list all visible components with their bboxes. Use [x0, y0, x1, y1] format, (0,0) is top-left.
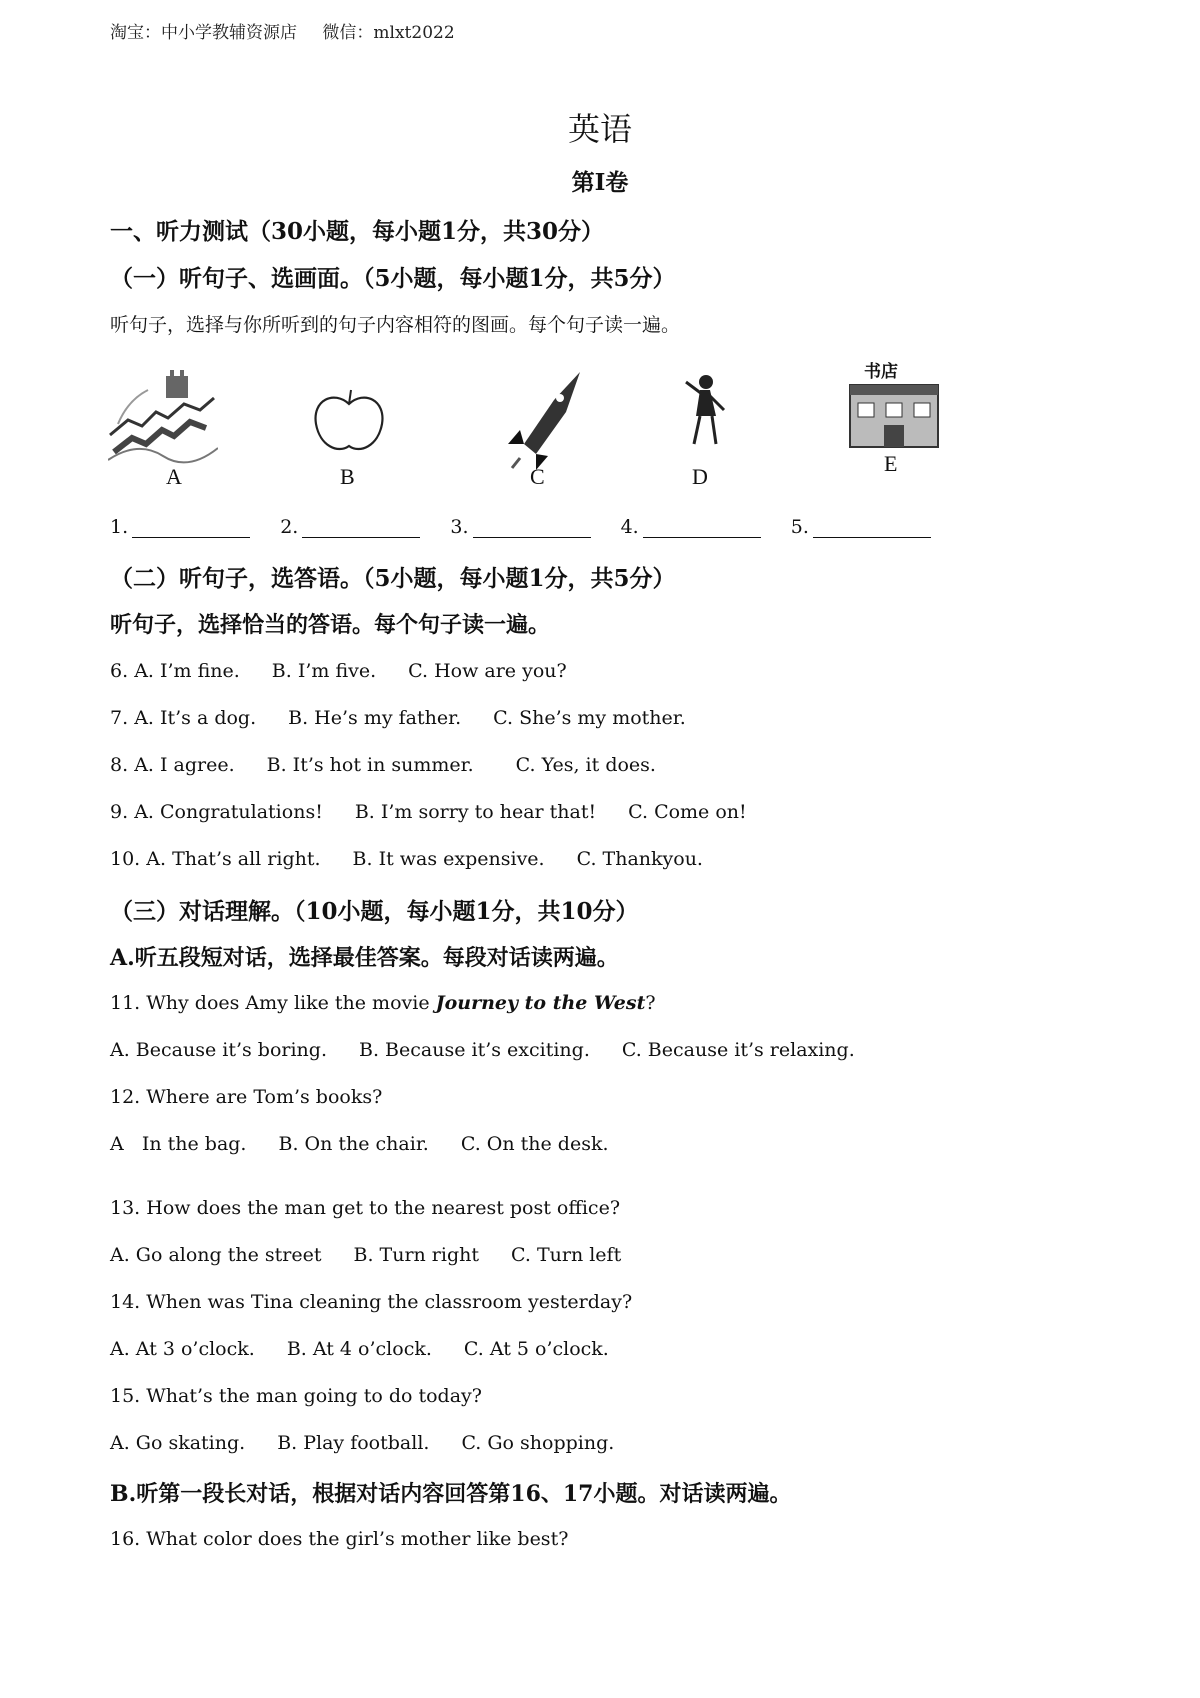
- page-title: 英语: [567, 110, 632, 148]
- question-11: 11. Why does Amy like the movie Journey to the West?: [110, 992, 656, 1014]
- apple-icon: [294, 360, 404, 490]
- picture-c-label: C: [530, 464, 545, 489]
- option-8a: A. I agree.: [134, 754, 235, 776]
- sec3-part-a: A.听五段短对话，选择最佳答案。每段对话读两遍。: [110, 945, 619, 971]
- options-12: A In the bag. B. On the chair. C. On the desk.: [110, 1133, 609, 1155]
- picture-d-label: D: [692, 464, 708, 489]
- blank-4: 4.: [621, 516, 761, 538]
- header-wechat: 微信：mlxt2022: [322, 23, 455, 43]
- movie-title: Journey to the West: [435, 992, 646, 1014]
- rocket-icon: [484, 360, 594, 490]
- option-8b: B. It’s hot in summer.: [266, 754, 474, 776]
- sec2-heading: （二）听句子，选答语。（5小题，每小题1分，共5分）: [110, 565, 676, 592]
- option-10c: C. Thankyou.: [576, 848, 703, 870]
- great-wall-icon: [108, 360, 218, 490]
- question-8: 8. A. I agree. B. It’s hot in summer. C. Yes, it does.: [110, 754, 656, 776]
- option-10a: A. That’s all right.: [146, 848, 321, 870]
- blank-5-line[interactable]: [813, 519, 931, 538]
- picture-a: [108, 360, 218, 490]
- blank-5: 5.: [791, 516, 931, 538]
- part1-heading: 一、听力测试（30小题，每小题1分，共30分）: [110, 218, 605, 245]
- question-12: 12. Where are Tom’s books?: [110, 1086, 383, 1108]
- picture-e-label: E: [884, 451, 898, 476]
- blank-2-line[interactable]: [302, 519, 420, 538]
- blank-2: 2.: [280, 516, 420, 538]
- option-9a: A. Congratulations!: [134, 801, 323, 823]
- options-15: A. Go skating. B. Play football. C. Go shopping.: [110, 1432, 615, 1454]
- question-6: 6. A. I’m fine. B. I’m five. C. How are you?: [110, 660, 567, 682]
- picture-b-label: B: [340, 464, 355, 489]
- option-7c: C. She’s my mother.: [493, 707, 686, 729]
- page-header: [110, 18, 455, 43]
- picture-c: [484, 360, 594, 490]
- option-6c: C. How are you?: [408, 660, 567, 682]
- question-10: 10. A. That’s all right. B. It was expensive. C. Thankyou.: [110, 848, 703, 870]
- question-14: 14. When was Tina cleaning the classroom yesterday?: [110, 1291, 633, 1313]
- answer-blanks: [110, 516, 955, 538]
- option-10b: B. It was expensive.: [352, 848, 545, 870]
- sec3-part-b: B.听第一段长对话，根据对话内容回答第16、17小题。对话读两遍。: [110, 1481, 792, 1507]
- picture-e: [842, 355, 952, 485]
- picture-a-label: A: [166, 464, 182, 489]
- blank-3: 3.: [450, 516, 590, 538]
- options-11: A. Because it’s boring. B. Because it’s exciting. C. Because it’s relaxing.: [110, 1039, 855, 1061]
- sec3-heading: （三）对话理解。（10小题，每小题1分，共10分）: [110, 898, 639, 925]
- bookstore-icon: [842, 355, 952, 485]
- sec1-instruction: 听句子，选择与你所听到的句子内容相符的图画。每个句子读一遍。: [110, 314, 681, 336]
- option-8c: C. Yes, it does.: [515, 754, 656, 776]
- volume-title: 第Ⅰ卷: [571, 169, 629, 196]
- question-7: 7. A. It’s a dog. B. He’s my father. C. She’s my mother.: [110, 707, 686, 729]
- sec1-heading: （一）听句子、选画面。（5小题，每小题1分，共5分）: [110, 265, 676, 292]
- blank-1: 1.: [110, 516, 250, 538]
- option-9c: C. Come on!: [628, 801, 747, 823]
- blank-1-line[interactable]: [132, 519, 250, 538]
- bookstore-sign: 书店: [864, 362, 898, 382]
- question-16: 16. What color does the girl’s mother like best?: [110, 1528, 569, 1550]
- option-6b: B. I’m five.: [271, 660, 377, 682]
- question-9: 9. A. Congratulations! B. I’m sorry to hear that! C. Come on!: [110, 801, 747, 823]
- header-shop: 淘宝：中小学教辅资源店: [110, 23, 297, 43]
- sec2-instruction: 听句子，选择恰当的答语。每个句子读一遍。: [110, 612, 551, 638]
- option-6a: A. I’m fine.: [134, 660, 240, 682]
- picture-b: [294, 360, 404, 490]
- blank-3-line[interactable]: [473, 519, 591, 538]
- question-15: 15. What’s the man going to do today?: [110, 1385, 482, 1407]
- option-7a: A. It’s a dog.: [134, 707, 257, 729]
- option-7b: B. He’s my father.: [288, 707, 462, 729]
- question-13: 13. How does the man get to the nearest post office?: [110, 1197, 621, 1219]
- picture-d: [650, 360, 760, 490]
- option-9b: B. I’m sorry to hear that!: [354, 801, 597, 823]
- options-13: A. Go along the street B. Turn right C. Turn left: [110, 1244, 622, 1266]
- options-14: A. At 3 o’clock. B. At 4 o’clock. C. At 5 o’clock.: [110, 1338, 609, 1360]
- dancer-icon: [650, 360, 760, 490]
- blank-4-line[interactable]: [643, 519, 761, 538]
